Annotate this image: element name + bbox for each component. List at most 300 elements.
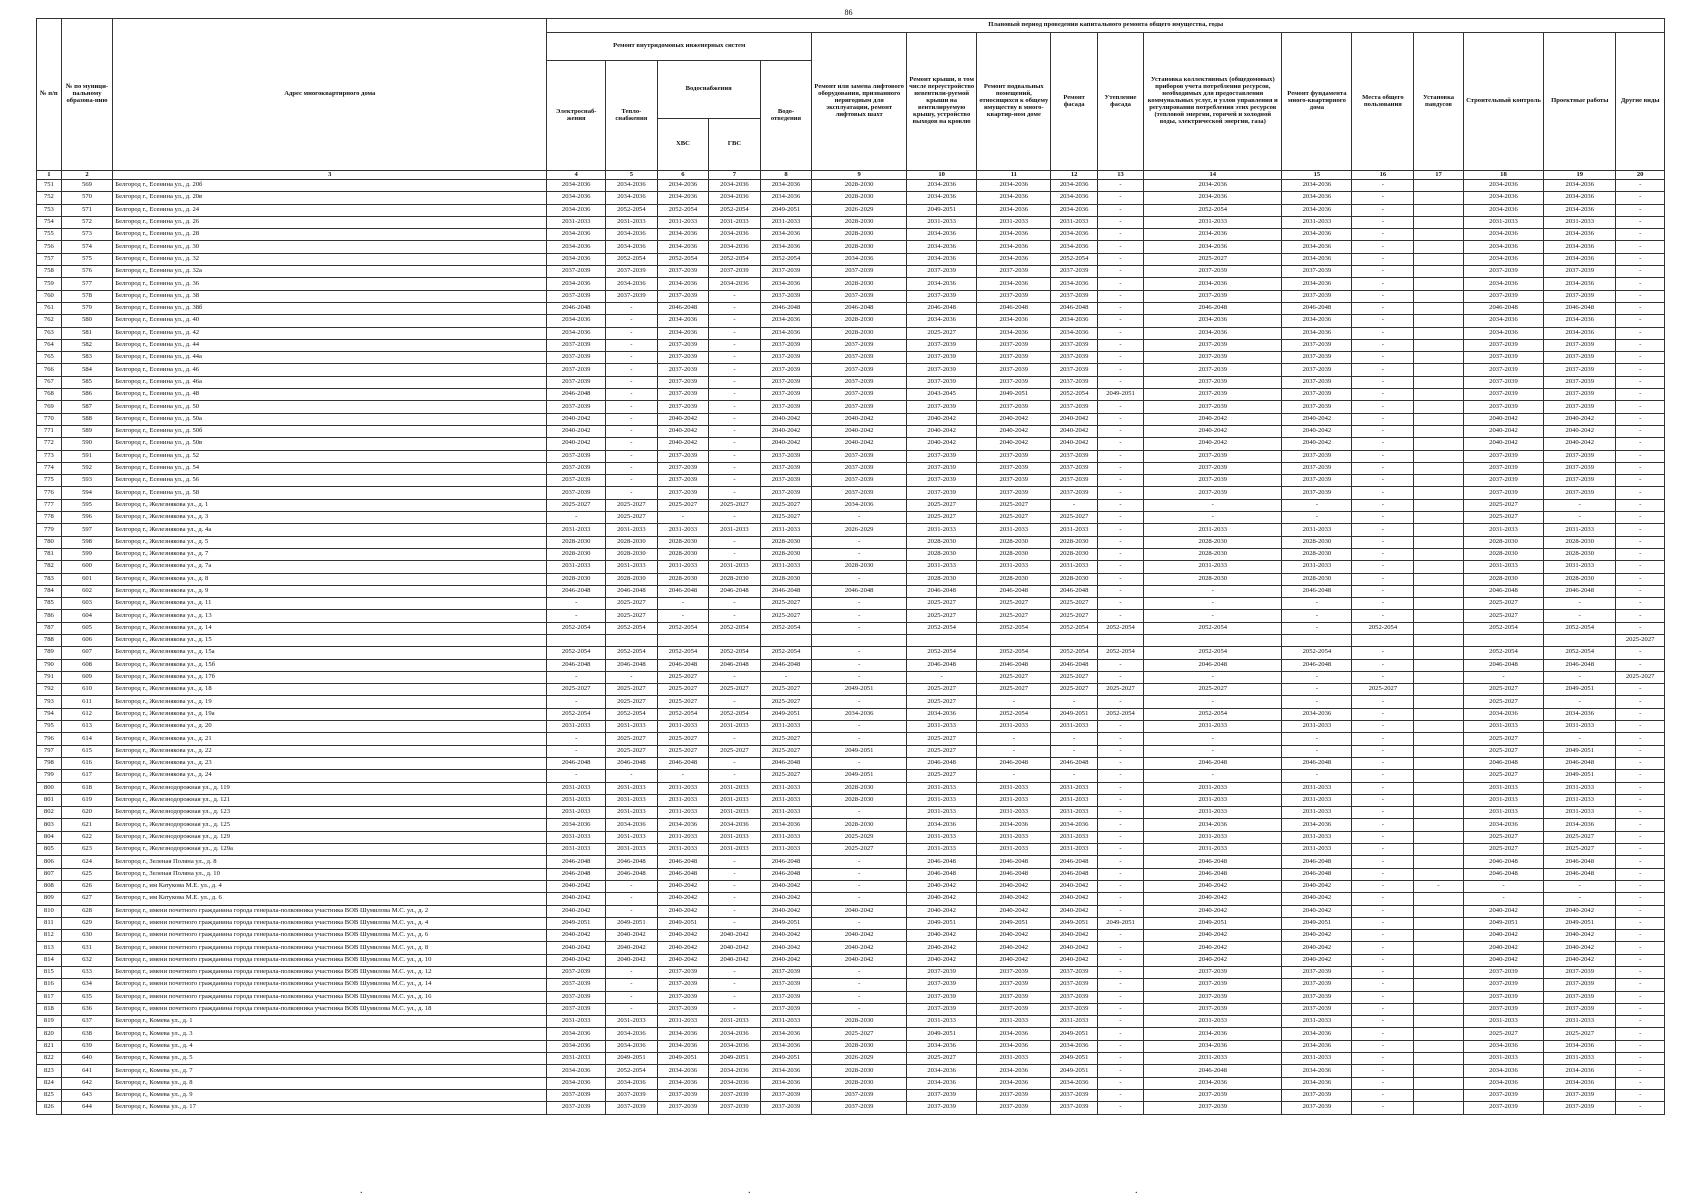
table-cell: - — [1544, 733, 1616, 745]
table-cell: 2034-2036 — [1463, 819, 1543, 831]
table-cell: 2052-2054 — [977, 647, 1051, 659]
table-cell — [1352, 634, 1414, 646]
table-cell: 2025-2027 — [1051, 684, 1097, 696]
table-cell: 2037-2039 — [977, 462, 1051, 474]
table-cell: - — [1463, 893, 1543, 905]
table-cell: 587 — [61, 401, 113, 413]
table-cell: - — [606, 389, 658, 401]
table-cell: 2037-2039 — [977, 475, 1051, 487]
table-cell: 2037-2039 — [907, 487, 977, 499]
table-cell: 2049-2051 — [1544, 917, 1616, 929]
table-cell: - — [1616, 266, 1665, 278]
table-cell: 2034-2036 — [760, 241, 812, 253]
address-cell: Белгород г., Есенина ул., д. 20б — [113, 180, 547, 192]
table-cell: 801 — [37, 794, 62, 806]
table-cell — [1097, 634, 1143, 646]
table-cell: 2052-2054 — [547, 647, 606, 659]
table-cell: - — [606, 1003, 658, 1015]
table-cell: 2025-2027 — [977, 684, 1051, 696]
table-cell: - — [1616, 180, 1665, 192]
table-row — [37, 462, 1665, 474]
column-number: 2 — [61, 171, 113, 180]
table-cell: 2040-2042 — [907, 954, 977, 966]
table-cell: - — [1097, 438, 1143, 450]
table-cell: - — [1616, 807, 1665, 819]
table-cell: - — [606, 376, 658, 388]
column-number: 9 — [812, 171, 907, 180]
table-cell: 2034-2036 — [547, 327, 606, 339]
table-cell: - — [1616, 954, 1665, 966]
table-cell: 2037-2039 — [760, 389, 812, 401]
address-cell: Белгород г., им Катукова М.Е. ул., д. 4 — [113, 880, 547, 892]
table-cell: - — [1352, 475, 1414, 487]
table-cell: 804 — [37, 831, 62, 843]
table-cell: 2037-2039 — [760, 979, 812, 991]
table-cell: 2031-2033 — [1144, 216, 1282, 228]
table-cell: - — [1097, 1077, 1143, 1089]
table-cell: 2037-2039 — [1282, 266, 1352, 278]
table-cell: 2034-2036 — [977, 327, 1051, 339]
table-cell: 2031-2033 — [977, 524, 1051, 536]
table-row — [37, 512, 1665, 524]
table-cell: 826 — [37, 1102, 62, 1114]
table-cell: 573 — [61, 229, 113, 241]
table-cell: 2034-2036 — [1282, 241, 1352, 253]
table-cell: 2046-2048 — [1544, 856, 1616, 868]
table-cell — [1414, 696, 1463, 708]
table-cell: 2031-2033 — [1463, 1053, 1543, 1065]
table-cell: 2034-2036 — [1051, 1077, 1097, 1089]
table-cell — [1414, 450, 1463, 462]
table-cell — [1414, 536, 1463, 548]
table-cell: 2025-2027 — [1463, 1028, 1543, 1040]
header-other: Другие виды — [1616, 33, 1665, 171]
table-cell: 2037-2039 — [760, 352, 812, 364]
table-cell: 602 — [61, 585, 113, 597]
table-cell: 583 — [61, 352, 113, 364]
table-cell: 2040-2042 — [812, 942, 907, 954]
table-cell: - — [1616, 561, 1665, 573]
table-cell: 2025-2027 — [1144, 253, 1282, 265]
table-cell: - — [1616, 733, 1665, 745]
table-cell: 2037-2039 — [977, 352, 1051, 364]
table-cell: 2034-2036 — [547, 253, 606, 265]
table-cell: 2025-2027 — [1463, 598, 1543, 610]
table-cell: 630 — [61, 930, 113, 942]
address-cell: Белгород г., Железнякова ул., д. 7а — [113, 561, 547, 573]
table-cell: 2034-2036 — [1282, 327, 1352, 339]
table-cell: 2034-2036 — [1544, 253, 1616, 265]
table-cell: 2028-2030 — [657, 536, 709, 548]
table-cell: - — [1616, 216, 1665, 228]
table-cell: 2046-2048 — [1051, 868, 1097, 880]
table-cell: 2046-2048 — [547, 585, 606, 597]
table-cell — [1414, 425, 1463, 437]
table-cell: 775 — [37, 475, 62, 487]
table-cell: 2028-2030 — [1144, 573, 1282, 585]
table-cell: 2046-2048 — [1463, 302, 1543, 314]
table-cell: 2034-2036 — [1463, 1077, 1543, 1089]
table-cell: 2031-2033 — [547, 844, 606, 856]
table-cell: - — [1616, 339, 1665, 351]
table-cell: 2037-2039 — [1144, 979, 1282, 991]
table-row — [37, 499, 1665, 511]
table-row — [37, 548, 1665, 560]
table-cell: 2031-2033 — [760, 1016, 812, 1028]
table-cell: 2046-2048 — [709, 659, 761, 671]
table-cell: 2040-2042 — [547, 893, 606, 905]
table-cell: - — [1097, 831, 1143, 843]
table-cell: 606 — [61, 634, 113, 646]
table-cell: 2034-2036 — [709, 180, 761, 192]
table-cell: 2040-2042 — [1544, 413, 1616, 425]
table-cell: - — [709, 696, 761, 708]
table-cell: 2040-2042 — [1051, 425, 1097, 437]
table-cell: 2028-2030 — [977, 573, 1051, 585]
table-cell: 2028-2030 — [812, 180, 907, 192]
table-row — [37, 561, 1665, 573]
table-cell: 2040-2042 — [1544, 905, 1616, 917]
table-cell: - — [812, 696, 907, 708]
table-cell: - — [1097, 413, 1143, 425]
table-cell: 789 — [37, 647, 62, 659]
table-cell: 2031-2033 — [1282, 844, 1352, 856]
table-cell: 2037-2039 — [606, 266, 658, 278]
address-cell: Белгород г., Есенина ул., д. 58 — [113, 487, 547, 499]
table-cell: - — [1616, 917, 1665, 929]
table-cell: 2040-2042 — [812, 425, 907, 437]
header-roof: Ремонт крыши, в том числе переустройство невентили-руемой крыши на вентилируемую крышу, устройство выходов на кровлю — [907, 33, 977, 171]
table-cell: 629 — [61, 917, 113, 929]
table-cell: - — [1352, 721, 1414, 733]
address-cell: Белгород г., имени почетного гражданина города генерала-полковника участника ВОВ Шумилова М.С. ул., д. 16 — [113, 991, 547, 1003]
table-cell: - — [1352, 499, 1414, 511]
table-cell: 812 — [37, 930, 62, 942]
address-cell: Белгород г., Железнякова ул., д. 8 — [113, 573, 547, 585]
table-cell: 2037-2039 — [907, 290, 977, 302]
header-insulation: Утепление фасада — [1097, 33, 1143, 171]
table-cell: 2031-2033 — [1544, 807, 1616, 819]
table-row — [37, 585, 1665, 597]
table-cell: 2025-2027 — [907, 745, 977, 757]
table-cell: 2046-2048 — [1282, 856, 1352, 868]
table-cell: 2049-2051 — [606, 917, 658, 929]
table-cell — [1414, 844, 1463, 856]
table-cell: 2034-2036 — [657, 1028, 709, 1040]
table-cell: 2049-2051 — [760, 204, 812, 216]
table-cell: 2031-2033 — [657, 216, 709, 228]
table-row — [37, 1003, 1665, 1015]
table-cell: - — [709, 598, 761, 610]
table-cell: 751 — [37, 180, 62, 192]
table-cell: 2031-2033 — [977, 782, 1051, 794]
table-cell: 2046-2048 — [1282, 659, 1352, 671]
table-cell: 783 — [37, 573, 62, 585]
table-cell: 2037-2039 — [547, 979, 606, 991]
table-cell: 2037-2039 — [1463, 967, 1543, 979]
table-cell: 2046-2048 — [760, 302, 812, 314]
table-cell: 2037-2039 — [1544, 450, 1616, 462]
table-cell: 575 — [61, 253, 113, 265]
table-cell: 2037-2039 — [547, 462, 606, 474]
table-cell: 2025-2027 — [977, 499, 1051, 511]
table-cell: 2052-2054 — [657, 622, 709, 634]
address-cell: Белгород г., Железнодорожная ул., д. 129а — [113, 844, 547, 856]
table-cell: - — [1616, 512, 1665, 524]
table-cell: 612 — [61, 708, 113, 720]
table-cell: - — [1097, 573, 1143, 585]
table-cell: 2040-2042 — [977, 413, 1051, 425]
table-cell: 2031-2033 — [709, 782, 761, 794]
table-cell: 2052-2054 — [1144, 647, 1282, 659]
table-cell: 2049-2051 — [1544, 770, 1616, 782]
address-cell: Белгород г., Есенина ул., д. 32 — [113, 253, 547, 265]
table-cell: 2028-2030 — [709, 573, 761, 585]
address-cell: Белгород г., имени почетного гражданина города генерала-полковника участника ВОВ Шумилова М.С. ул., д. 2 — [113, 905, 547, 917]
table-cell: 2040-2042 — [1144, 893, 1282, 905]
table-cell: 2046-2048 — [907, 302, 977, 314]
table-cell: 2049-2051 — [1051, 917, 1097, 929]
table-cell: 2028-2030 — [907, 548, 977, 560]
table-cell: - — [1616, 241, 1665, 253]
table-cell: 2025-2027 — [977, 598, 1051, 610]
table-cell: 2025-2027 — [1463, 696, 1543, 708]
table-cell: 2046-2048 — [709, 585, 761, 597]
table-cell: 755 — [37, 229, 62, 241]
table-cell — [1414, 721, 1463, 733]
table-cell: 2037-2039 — [1282, 979, 1352, 991]
address-cell: Белгород г., Железнякова ул., д. 24 — [113, 770, 547, 782]
table-cell: 2028-2030 — [812, 782, 907, 794]
table-cell: - — [1616, 696, 1665, 708]
table-cell: 2025-2027 — [657, 733, 709, 745]
table-cell: - — [1352, 844, 1414, 856]
table-cell: 2034-2036 — [977, 229, 1051, 241]
table-cell: 2037-2039 — [1144, 450, 1282, 462]
table-cell: - — [1544, 512, 1616, 524]
table-cell: 2031-2033 — [1544, 721, 1616, 733]
table-cell: 770 — [37, 413, 62, 425]
address-cell: Белгород г., Комева ул., д. 8 — [113, 1077, 547, 1089]
table-cell: - — [606, 413, 658, 425]
table-cell: - — [709, 413, 761, 425]
table-cell: - — [1352, 352, 1414, 364]
table-cell: 2037-2039 — [1144, 1089, 1282, 1101]
table-cell: 2034-2036 — [907, 1065, 977, 1077]
table-cell: 2040-2042 — [547, 905, 606, 917]
table-cell: - — [1097, 475, 1143, 487]
table-cell: - — [1616, 499, 1665, 511]
table-cell: 2037-2039 — [977, 1102, 1051, 1114]
footer-mark: . — [1135, 1185, 1138, 1196]
table-cell: 2034-2036 — [1544, 708, 1616, 720]
address-cell: Белгород г., Зеленая Поляна ул., д. 8 — [113, 856, 547, 868]
table-cell: 2034-2036 — [1463, 327, 1543, 339]
table-cell: 2025-2027 — [760, 770, 812, 782]
table-cell: 2028-2030 — [606, 573, 658, 585]
table-cell: - — [606, 327, 658, 339]
address-cell: Белгород г., имени почетного гражданина города генерала-полковника участника ВОВ Шумилова М.С. ул., д. 6 — [113, 930, 547, 942]
table-cell: 2040-2042 — [547, 954, 606, 966]
table-cell — [1463, 634, 1543, 646]
table-cell: - — [709, 868, 761, 880]
table-cell: - — [1097, 216, 1143, 228]
table-cell: - — [709, 856, 761, 868]
table-cell: 2031-2033 — [907, 844, 977, 856]
table-cell: 644 — [61, 1102, 113, 1114]
table-cell: 2040-2042 — [1463, 425, 1543, 437]
table-cell: 2046-2048 — [1144, 856, 1282, 868]
table-cell: 2037-2039 — [907, 979, 977, 991]
table-cell: 2034-2036 — [657, 1040, 709, 1052]
column-number: 11 — [977, 171, 1051, 180]
table-cell: 2034-2036 — [1144, 1077, 1282, 1089]
table-cell: - — [1616, 475, 1665, 487]
table-cell: 2025-2027 — [907, 733, 977, 745]
table-cell: - — [1616, 413, 1665, 425]
table-cell: - — [547, 745, 606, 757]
table-cell: - — [1097, 967, 1143, 979]
capital-repair-table — [36, 18, 1665, 1115]
table-cell: 808 — [37, 880, 62, 892]
table-cell: - — [1282, 499, 1352, 511]
table-cell: 2037-2039 — [812, 376, 907, 388]
column-number: 7 — [709, 171, 761, 180]
table-cell — [1414, 339, 1463, 351]
table-cell: - — [760, 671, 812, 683]
header-water: Водоснабжения — [657, 61, 760, 119]
table-cell: 822 — [37, 1053, 62, 1065]
table-row — [37, 647, 1665, 659]
table-cell: - — [1352, 967, 1414, 979]
table-cell: 760 — [37, 290, 62, 302]
table-cell: 628 — [61, 905, 113, 917]
table-cell: 2049-2051 — [907, 1028, 977, 1040]
table-cell: 2052-2054 — [1544, 622, 1616, 634]
table-cell: - — [709, 671, 761, 683]
table-row — [37, 770, 1665, 782]
table-cell — [1414, 757, 1463, 769]
address-cell: Белгород г., Железнякова ул., д. 9 — [113, 585, 547, 597]
table-cell: - — [1097, 856, 1143, 868]
table-cell: 2046-2048 — [760, 868, 812, 880]
table-cell: - — [1352, 327, 1414, 339]
table-cell: 2028-2030 — [812, 1077, 907, 1089]
table-cell: 793 — [37, 696, 62, 708]
table-cell: 2034-2036 — [1144, 315, 1282, 327]
table-cell: 2025-2027 — [907, 512, 977, 524]
table-cell: 2037-2039 — [907, 450, 977, 462]
table-cell: - — [1097, 229, 1143, 241]
table-cell: 2037-2039 — [1282, 401, 1352, 413]
table-cell — [1414, 1003, 1463, 1015]
table-cell: 803 — [37, 819, 62, 831]
table-cell — [1414, 487, 1463, 499]
table-cell: 773 — [37, 450, 62, 462]
address-cell: Белгород г., Железнодорожная ул., д. 129 — [113, 831, 547, 843]
table-cell: 2034-2036 — [907, 253, 977, 265]
table-cell: - — [709, 770, 761, 782]
table-cell: - — [977, 770, 1051, 782]
table-cell: 2037-2039 — [1051, 979, 1097, 991]
table-cell — [1414, 364, 1463, 376]
table-cell: 799 — [37, 770, 62, 782]
header-basement: Ремонт подвальных помещений, относящихся к общему имуществу в много-квартир-ном доме — [977, 33, 1051, 171]
table-row — [37, 266, 1665, 278]
table-cell: 2037-2039 — [812, 1102, 907, 1114]
table-cell: 616 — [61, 757, 113, 769]
table-cell: 2025-2027 — [657, 671, 709, 683]
table-cell: - — [606, 352, 658, 364]
address-cell: Белгород г., Железнякова ул., д. 22 — [113, 745, 547, 757]
table-cell: 2052-2054 — [1051, 253, 1097, 265]
table-cell — [760, 634, 812, 646]
table-cell: 2034-2036 — [657, 192, 709, 204]
table-cell: - — [1097, 487, 1143, 499]
table-cell: - — [1544, 610, 1616, 622]
table-row — [37, 880, 1665, 892]
table-cell: 2031-2033 — [907, 721, 977, 733]
table-cell: 2037-2039 — [1544, 979, 1616, 991]
table-cell: 2025-2027 — [1463, 610, 1543, 622]
table-cell: - — [709, 880, 761, 892]
table-cell: - — [1352, 302, 1414, 314]
table-cell: 2031-2033 — [1463, 721, 1543, 733]
column-number: 6 — [657, 171, 709, 180]
table-cell: 2052-2054 — [907, 622, 977, 634]
table-cell — [1414, 1053, 1463, 1065]
table-cell: 2037-2039 — [977, 979, 1051, 991]
table-cell: 2034-2036 — [1051, 180, 1097, 192]
table-cell: - — [812, 856, 907, 868]
table-cell: 2025-2027 — [907, 684, 977, 696]
table-row — [37, 339, 1665, 351]
table-cell: - — [709, 512, 761, 524]
table-cell: - — [1616, 229, 1665, 241]
table-cell: - — [1616, 598, 1665, 610]
table-cell: 2034-2036 — [1544, 1077, 1616, 1089]
table-row — [37, 389, 1665, 401]
table-cell: 2037-2039 — [977, 991, 1051, 1003]
table-cell: 2025-2027 — [1544, 831, 1616, 843]
table-cell: 2034-2036 — [547, 241, 606, 253]
table-cell: - — [1097, 339, 1143, 351]
table-cell: 2025-2027 — [1051, 598, 1097, 610]
table-cell: 2052-2054 — [606, 647, 658, 659]
table-cell — [1414, 807, 1463, 819]
table-cell: 2037-2039 — [1144, 967, 1282, 979]
table-row — [37, 991, 1665, 1003]
table-cell: 2028-2030 — [907, 573, 977, 585]
table-cell: 624 — [61, 856, 113, 868]
table-cell — [1414, 475, 1463, 487]
table-cell: - — [1282, 671, 1352, 683]
table-cell: - — [1352, 893, 1414, 905]
table-cell: - — [1352, 1028, 1414, 1040]
table-cell: - — [606, 475, 658, 487]
table-cell: - — [1616, 376, 1665, 388]
table-cell: 637 — [61, 1016, 113, 1028]
table-cell: 766 — [37, 364, 62, 376]
table-cell: - — [1097, 1003, 1143, 1015]
table-cell — [1414, 733, 1463, 745]
table-cell: 2025-2027 — [1616, 671, 1665, 683]
table-cell: 2037-2039 — [1282, 487, 1352, 499]
table-cell: 791 — [37, 671, 62, 683]
table-cell: - — [1352, 425, 1414, 437]
table-cell: 2034-2036 — [1144, 229, 1282, 241]
table-cell: 2034-2036 — [1282, 1065, 1352, 1077]
